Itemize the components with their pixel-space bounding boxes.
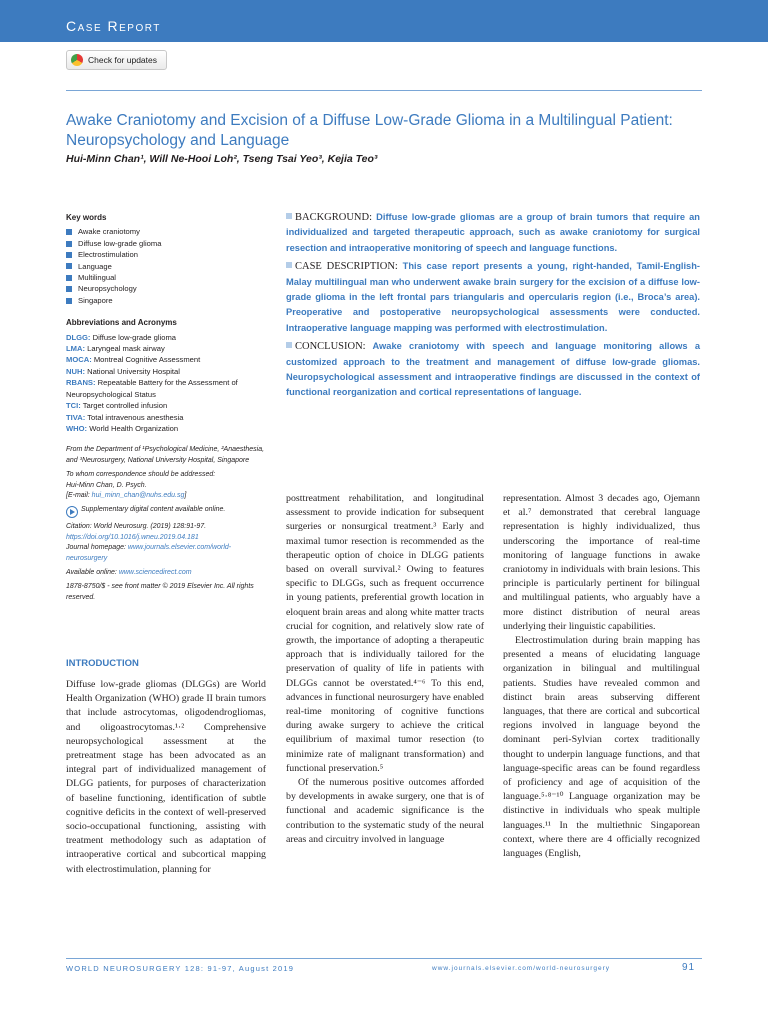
abbreviation-item: MOCA: Montreal Cognitive Assessment (66, 355, 201, 365)
doi-link[interactable]: https://doi.org/10.1016/j.wneu.2019.04.181 (66, 533, 199, 541)
square-bullet-icon (66, 286, 72, 292)
citation: Citation: World Neurosurg. (2019) 128:91-97. https://doi.org/10.1016/j.wneu.2019.04.181 Journal homepage: www.journals.elsevier.com/world-neurosurgery (66, 523, 232, 562)
abbreviation-item: TIVA: Total intravenous anesthesia (66, 412, 184, 422)
crossmark-icon (71, 54, 83, 66)
journal-homepage-link[interactable]: www.journals.elsevier.com/world-neurosurgery (66, 544, 232, 562)
paragraph: Diffuse low-grade gliomas (DLGGs) are World Health Organization (WHO) grade II brain tumors that include astrocytomas, oligodendrogliomas, and oligoastrocytomas.¹·² Comprehensive neuropsychological assessment at the pretreatment stage has been advocated as an integral part of individualized management of DLGG patients, for purposes of characterization of baseline functioning, identification of subtle cognitive deficits in the context of well-preserved socio-occupational functioning, assisting with treatment methodology such as adaptation of intraoperative cortical and subcortical mapping with electrostimulation, planning for (66, 679, 266, 875)
introduction-heading: INTRODUCTION (66, 658, 139, 669)
header-rule (66, 90, 702, 91)
article-title: Awake Craniotomy and Excision of a Diffuse Low-Grade Glioma in a Multilingual Patient: Neuropsychology and Language (66, 112, 673, 149)
square-bullet-icon (66, 275, 72, 281)
page-number: 91 (682, 962, 696, 973)
supplementary-note: Supplementary digital content available online. (66, 505, 266, 518)
email-link[interactable]: hui_minn_chan@nuhs.edu.sg (91, 491, 185, 499)
footer-url-link[interactable]: www.journals.elsevier.com/world-neurosurgery (432, 965, 611, 972)
square-bullet-icon (66, 241, 72, 247)
abbreviations-heading: Abbreviations and Acronyms (66, 318, 177, 328)
keyword-item: Singapore (66, 295, 266, 306)
available-online: Available online: www.sciencedirect.com (66, 568, 192, 576)
affiliation: From the Department of ¹Psychological Medicine, ²Anaesthesia, and ³Neurosurgery, National University Hospital, Singapore (66, 446, 265, 464)
footer-rule (66, 958, 702, 959)
square-marker-icon (286, 342, 292, 348)
keyword-item: Awake craniotomy (66, 226, 266, 237)
check-for-updates-button[interactable] (66, 50, 167, 70)
abstract-case: CASE DESCRIPTION: This case report presents a young, right-handed, Tamil-English-Malay multilingual man who underwent awake brain surgery for the excision of a diffuse low-grade glioma in the left frontal pars triangularis and opercularis region (i.e., Broca’s area). Preoperative and postoperative neuropsychological assessments were conducted. Intraoperative language mapping was performed with electrostimulation. (286, 261, 700, 333)
body-column-2 (286, 492, 484, 847)
abstract-background: BACKGROUND: Diffuse low-grade gliomas are a group of brain tumors that require an individualized and targeted therapeutic approach, such as awake craniotomy for surgical resection and intraoperative monitoring of speech and language functions. (286, 212, 700, 253)
paragraph: Electrostimulation during brain mapping has presented a means of elucidating language organization in bilingual and multilingual patients. Studies have revealed common and distinct brain areas subserving different languages, that there are cortical and subcortical regions involved in language beyond the dominant peri-Sylvian cortex traditionally thought to underpin language functions, and that language-specific areas can be found regardless of proficiency and age of acquisition of the language.⁵·⁸⁻¹⁰ Language organization may be distinctive in individuals who speak multiple languages.¹¹ In the multiethnic Singaporean context, where there are 4 officially recognized languages (English, (503, 635, 700, 860)
correspondence: To whom correspondence should be addressed: Hui-Minn Chan, D. Psych. [E-mail: hui_minn_chan@nuhs.edu.sg] (66, 471, 216, 499)
section-label: Case Report (66, 18, 161, 34)
body-column-1 (66, 678, 266, 877)
abbreviation-item: WHO: World Health Organization (66, 423, 179, 433)
check-for-updates-label: Check for updates (88, 55, 157, 65)
article-authors: Hui-Minn Chan¹, Will Ne-Hooi Loh², Tseng Tsai Yeo³, Kejia Teo³ (66, 153, 378, 165)
square-marker-icon (286, 262, 292, 268)
abstract (286, 210, 700, 404)
square-bullet-icon (66, 252, 72, 258)
footer-journal: WORLD NEUROSURGERY 128: 91-97, August 2019 (66, 964, 295, 973)
abbreviation-item: LMA: Laryngeal mask airway (66, 344, 165, 354)
issn-copyright: 1878-8750/$ - see front matter © 2019 Elsevier Inc. All rights reserved. (66, 583, 254, 601)
keywords-heading: Key words (66, 213, 107, 222)
keywords-list (66, 226, 266, 306)
keyword-item: Multilingual (66, 272, 266, 283)
sidebar (66, 212, 266, 607)
sciencedirect-link[interactable]: www.sciencedirect.com (118, 568, 192, 576)
abbreviation-item: NUH: National University Hospital (66, 366, 180, 376)
play-icon[interactable] (66, 506, 78, 518)
square-marker-icon (286, 213, 292, 219)
paragraph: representation. Almost 3 decades ago, Ojemann et al.⁷ demonstrated that cerebral language representation is highly individualized, thus underscoring the importance of real-time monitoring of language functions in awake craniotomy in individuals with brain lesions. This principle is particularly pertinent for bilingual and multilingual patients, who arguably have a more distinct distribution of neural areas underlying their linguistic capabilities. (503, 493, 700, 632)
paragraph: posttreatment rehabilitation, and longitudinal assessment to provide indication for subsequent surgeries or nonsurgical treatment.³ Early and maximal tumor resection is recommended as the therapeutic option of choice in DLGG patients based on overall survival.² Owing to features specific to DLGGs, such as frequent occurrence in young patients, preferential growth location in eloquent brain areas and along white matter tracts crucial for cognition, and relatively slow rate of growth, the importance of adopting a therapeutic approach that is individually tailored for the preservation of quality of life in patients with DLGGs cannot be overstated.⁴⁻⁶ To this end, advances in functional neurosurgery have enabled real-time monitoring of cognitive functions during awake surgery to achieve the critical equilibrium of maximal tumor resection (to minimize rate of malignant transformation) and functional preservation.⁵ (286, 493, 484, 774)
keyword-item: Electrostimulation (66, 249, 266, 260)
square-bullet-icon (66, 263, 72, 269)
keyword-item: Neuropsychology (66, 283, 266, 294)
abstract-conclusion: CONCLUSION: Awake craniotomy with speech and language monitoring allows a customized approach to the treatment and management of diffuse low-grade gliomas. Neuropsychological assessment and intraoperative findings are discussed in the context of functional reorganization and cortical representations of language. (286, 341, 700, 398)
paragraph: Of the numerous positive outcomes afforded by developments in awake surgery, one that is of functional and academic significance is the contribution to the systematic study of the neural areas and circuitry involved in language (286, 777, 484, 845)
square-bullet-icon (66, 298, 72, 304)
article-info (66, 445, 266, 603)
keyword-item: Diffuse low-grade glioma (66, 238, 266, 249)
keyword-item: Language (66, 261, 266, 272)
body-column-3 (503, 492, 700, 861)
abbreviation-item: DLGG: Diffuse low-grade glioma (66, 332, 177, 342)
square-bullet-icon (66, 229, 72, 235)
abbreviations-list (66, 332, 266, 435)
abbreviation-item: RBANS: Repeatable Battery for the Assessment of Neuropsychological Status (66, 378, 238, 399)
abbreviation-item: TCI: Target controlled infusion (66, 401, 168, 411)
